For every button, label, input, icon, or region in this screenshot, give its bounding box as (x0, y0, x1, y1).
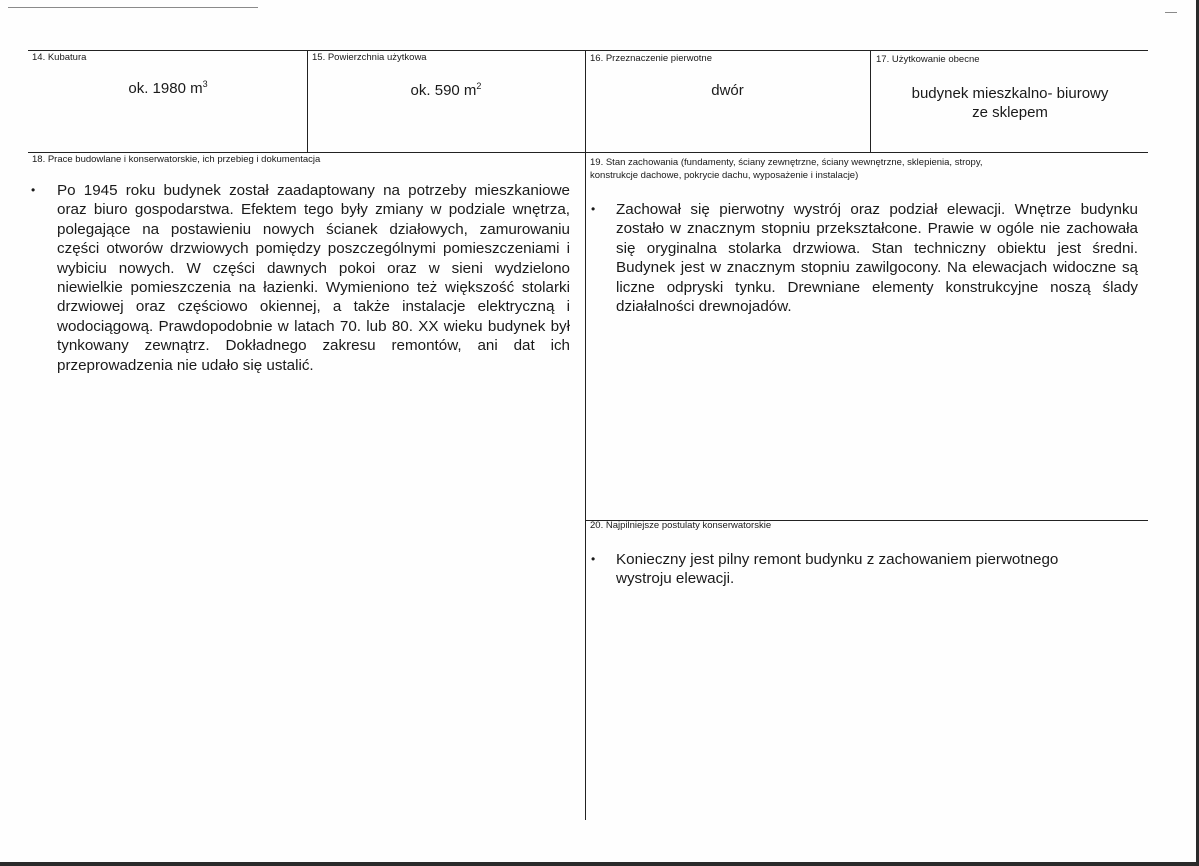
field-20-text: Konieczny jest pilny remont budynku z zachowaniem pierwotnego wystroju elewacji. (616, 551, 1059, 588)
row-divider-top (28, 152, 1148, 153)
field-14-value (28, 79, 308, 99)
field-19-label-line2: konstrukcje dachowe, pokrycie dachu, wyposażenie i instalacje) (590, 170, 859, 181)
field-20-label: 20. Najpilniejsze postulaty konserwatorskie (590, 520, 772, 531)
field-15-label: 15. Powierzchnia użytkowa (312, 52, 427, 63)
field-18-bullet: • (31, 183, 36, 197)
scan-top-tick (1165, 12, 1177, 13)
field-16-value: dwór (711, 82, 744, 99)
field-14-value-text: ok. 1980 m (128, 80, 203, 97)
field-15-value-text: ok. 590 m (410, 82, 477, 99)
scan-edge-bottom (0, 862, 1199, 866)
field-14-unit-exponent: 3 (202, 79, 208, 89)
col-divider-15-16 (585, 50, 586, 820)
field-15-unit-exponent: 2 (476, 81, 482, 91)
col-divider-14-15 (307, 50, 308, 152)
field-19-text: Zachował się pierwotny wystrój oraz podział elewacji. Wnętrze budynku zostało w znacznym stopniu przekształcone. Prawie w ogóle nie zachowała się oryginalna stolarka drzwiowa. Stan techniczny obiektu jest średni. Budynek jest w znacznym stopniu zawilgocony. Na elewacjach widoczne są liczne odpryski tynku. Drewniane elementy konstrukcyjne noszą ślady działalności drewnojadów. (616, 201, 1138, 316)
field-15-value (307, 81, 585, 101)
field-16-label: 16. Przeznaczenie pierwotne (590, 53, 712, 64)
field-17-value-line2: ze sklepem (972, 104, 1048, 121)
field-18-label: 18. Prace budowlane i konserwatorskie, ich przebieg i dokumentacja (32, 154, 321, 165)
field-19-label-line1: 19. Stan zachowania (fundamenty, ściany zewnętrzne, ściany wewnętrzne, sklepienia, stropy, (590, 157, 983, 168)
field-19-bullet: • (591, 202, 596, 216)
field-17-value-line1: budynek mieszkalno- biurowy (911, 85, 1109, 102)
scan-top-rule (8, 7, 258, 8)
field-20-bullet: • (591, 552, 596, 566)
field-18-text: Po 1945 roku budynek został zaadaptowany na potrzeby mieszkaniowe oraz biuro gospodarstwa. Efektem tego były zmiany w podziale wnętrza, polegające na postawieniu nowych ścianek działowych, zamurowaniu części otworów drzwiowych pomiędzy poszczególnymi pomieszczeniami i wybiciu nowych. W części dawnych pokoi oraz w sieni wydzielono niewielkie pomieszczenia na łazienki. Wymieniono też większość stolarki drzwiowej oraz częściowo okiennej, a także instalacje elektryczną i wodociągową. Prawdopodobnie w latach 70. lub 80. XX wieku budynek był tynkowany zewnątrz. Dokładnego zakresu remontów, ani dat ich przeprowadzenia nie udało się ustalić. (57, 182, 570, 374)
table-top-border (28, 50, 1148, 51)
field-17-label: 17. Użytkowanie obecne (876, 54, 980, 65)
field-14-label: 14. Kubatura (32, 52, 87, 63)
